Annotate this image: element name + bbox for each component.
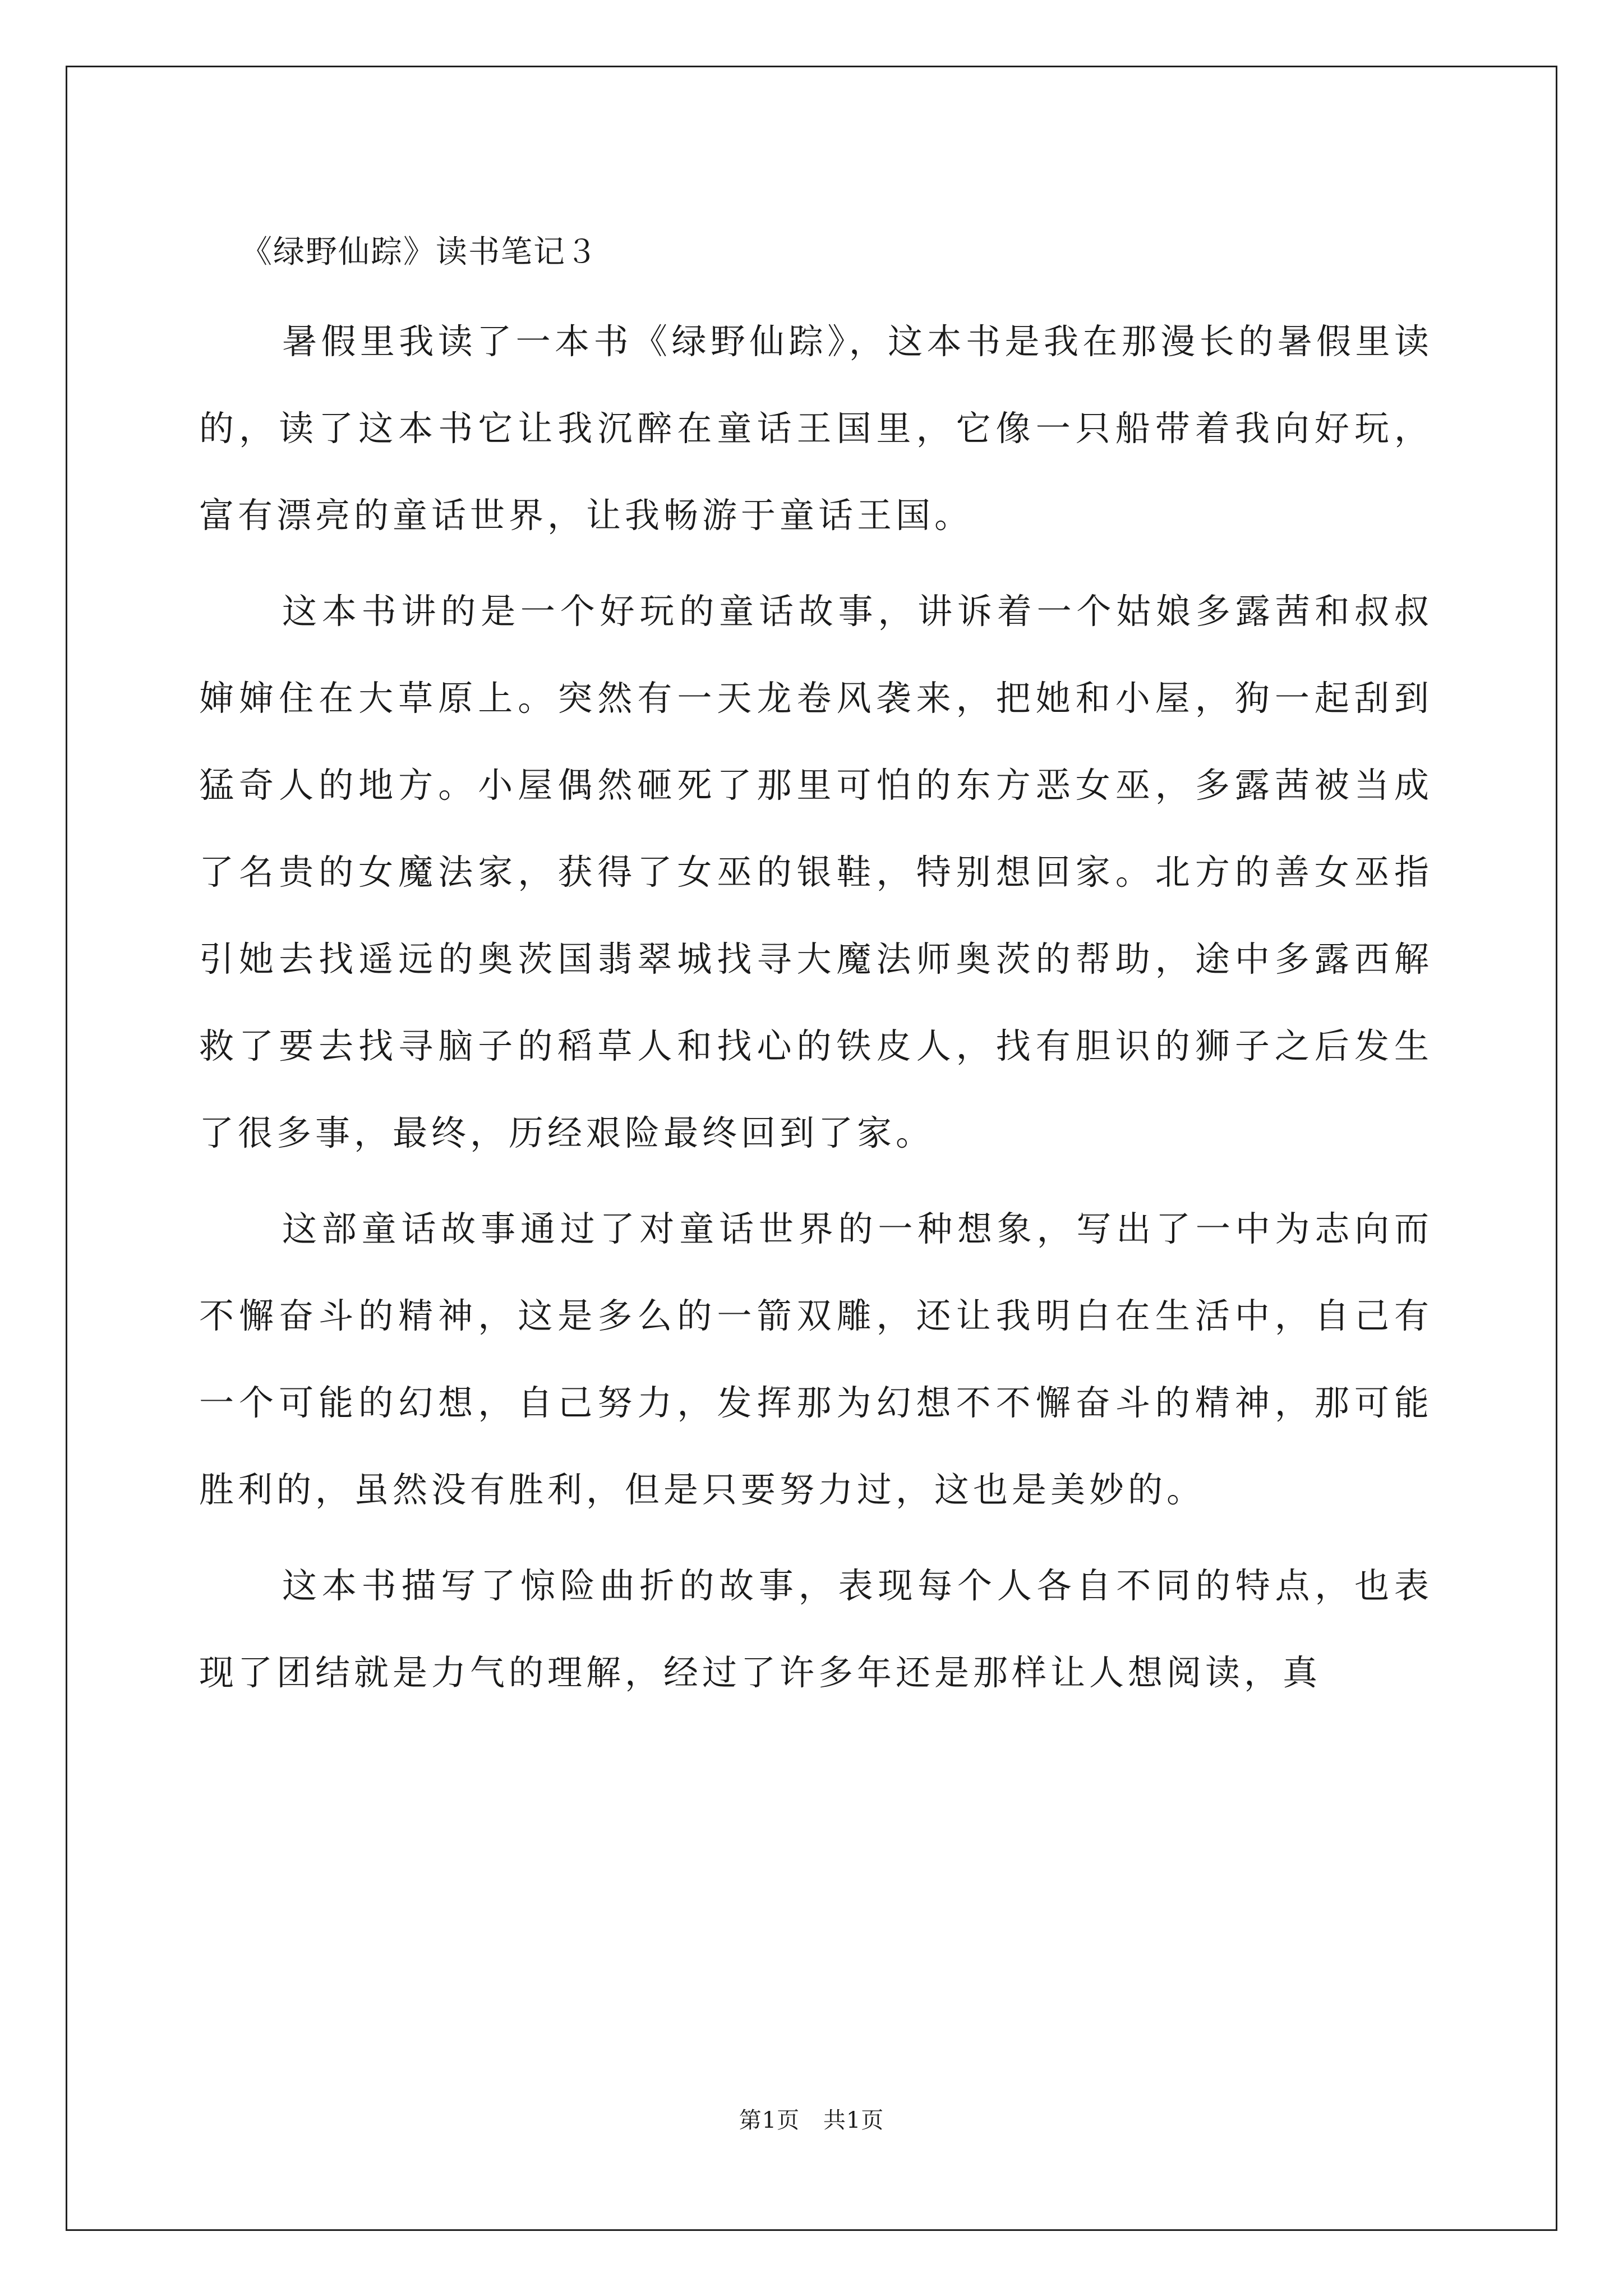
paragraph-3: 这部童话故事通过了对童话世界的一种想象，写出了一中为志向而不懈奋斗的精神，这是多么的一箭双雕，还让我明白在生活中，自己有一个可能的幻想，自己努力，发挥那为幻想不不懈奋斗的精神，那可能胜利的，虽然没有胜利，但是只要努力过，这也是美妙的。 (199, 1208, 1433, 1510)
paragraph-4: 这本书描写了惊险曲折的故事，表现每个人各自不同的特点，也表现了团结就是力气的理解，经过了许多年还是那样让人想阅读，真 (199, 1565, 1433, 1693)
document-title: 《绿野仙踪》读书笔记３ (241, 234, 598, 270)
page-total: 共1页 (823, 2108, 884, 2133)
paragraph-2: 这本书讲的是一个好玩的童话故事，讲诉着一个姑娘多露茜和叔叔婶婶住在大草原上。突然有一天龙卷风袭来，把她和小屋，狗一起刮到猛奇人的地方。小屋偶然砸死了那里可怕的东方恶女巫，多露茜被当成了名贵的女魔法家，获得了女巫的银鞋，特别想回家。北方的善女巫指引她去找遥远的奥茨国翡翠城找寻大魔法师奥茨的帮助，途中多露西解救了要去找寻脑子的稻草人和找心的铁皮人，找有胆识的狮子之后发生了很多事，最终，历经艰险最终回到了家。 (199, 591, 1433, 1153)
page-footer (0, 2104, 1623, 2137)
paragraph-1: 暑假里我读了一本书《绿野仙踪》，这本书是我在那漫长的暑假里读的，读了这本书它让我沉醉在童话王国里，它像一只船带着我向好玩，富有漂亮的童话世界，让我畅游于童话王国。 (199, 321, 1433, 536)
document-body (199, 216, 1433, 1716)
page-number: 第1页 (739, 2108, 800, 2133)
